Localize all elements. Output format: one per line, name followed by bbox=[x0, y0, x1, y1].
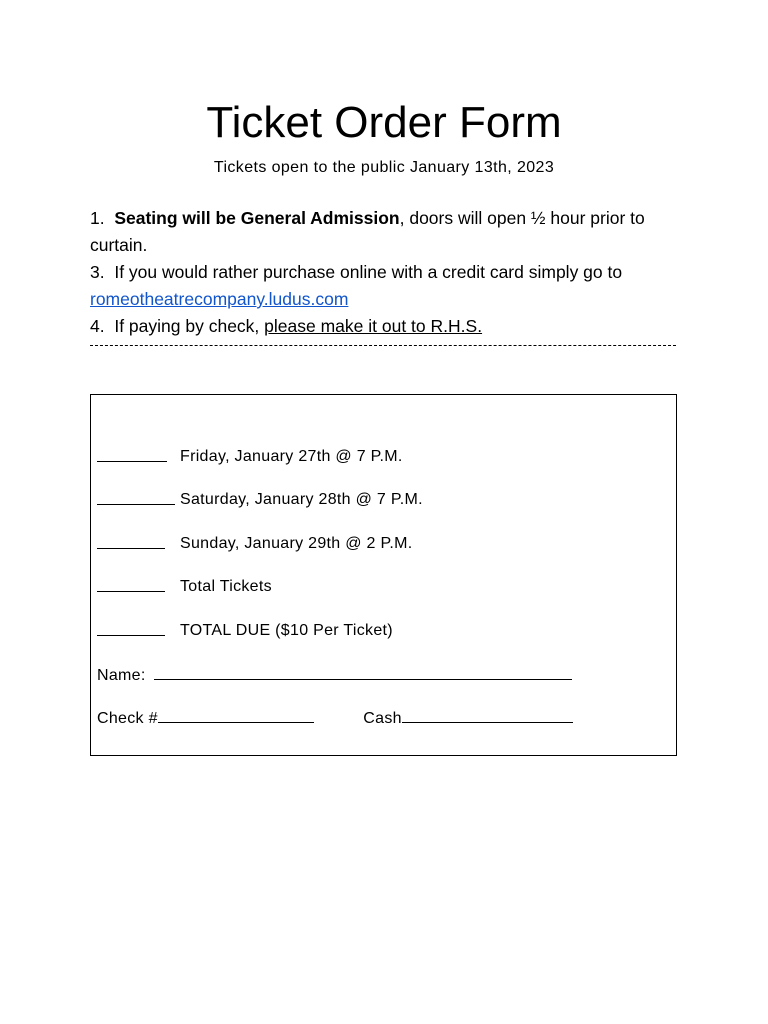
cut-line-divider bbox=[90, 345, 676, 346]
instruction-1-number: 1. bbox=[90, 208, 105, 228]
instruction-4-number: 4. bbox=[90, 316, 105, 336]
check-label: Check # bbox=[97, 710, 158, 727]
cash-blank[interactable] bbox=[402, 708, 573, 723]
performance-row-friday bbox=[97, 447, 403, 467]
saturday-quantity-blank[interactable] bbox=[97, 490, 175, 505]
instruction-1-bold-text: Seating will be General Admission bbox=[114, 208, 400, 228]
total-tickets-label: Total Tickets bbox=[180, 578, 272, 595]
name-field-blank[interactable] bbox=[154, 665, 572, 680]
name-label: Name: bbox=[97, 667, 146, 684]
total-due-row bbox=[97, 621, 393, 641]
instruction-3-text: If you would rather purchase online with a credit card simply go to bbox=[114, 262, 623, 282]
performance-label-sunday: Sunday, January 29th @ 2 P.M. bbox=[180, 535, 413, 552]
instruction-1-rest: , doors will open ½ hour prior to curtain. bbox=[90, 208, 645, 255]
performance-label-friday: Friday, January 27th @ 7 P.M. bbox=[180, 448, 403, 465]
payment-row bbox=[97, 708, 573, 728]
performance-label-saturday: Saturday, January 28th @ 7 P.M. bbox=[180, 491, 423, 508]
order-form-box bbox=[90, 394, 677, 756]
total-due-label: TOTAL DUE ($10 Per Ticket) bbox=[180, 622, 393, 639]
instructions-list bbox=[90, 205, 690, 340]
instruction-3-number: 3. bbox=[90, 262, 105, 282]
instruction-item-3 bbox=[90, 259, 690, 313]
instruction-item-1 bbox=[90, 205, 690, 259]
total-due-blank[interactable] bbox=[97, 621, 165, 636]
ticket-website-link[interactable]: romeotheatrecompany.ludus.com bbox=[90, 289, 349, 309]
instruction-item-4 bbox=[90, 313, 690, 340]
performance-row-saturday bbox=[97, 490, 423, 510]
cash-label: Cash bbox=[363, 710, 402, 727]
instruction-4-text: If paying by check, bbox=[114, 316, 260, 336]
check-number-blank[interactable] bbox=[158, 708, 314, 723]
total-tickets-blank[interactable] bbox=[97, 577, 165, 592]
page-subtitle: Tickets open to the public January 13th, 2023 bbox=[213, 159, 555, 176]
performance-row-sunday bbox=[97, 534, 413, 554]
sunday-quantity-blank[interactable] bbox=[97, 534, 165, 549]
instruction-4-underlined: please make it out to R.H.S. bbox=[264, 316, 483, 336]
total-tickets-row bbox=[97, 577, 272, 597]
friday-quantity-blank[interactable] bbox=[97, 447, 167, 462]
page-title: Ticket Order Form bbox=[206, 98, 562, 147]
name-row bbox=[97, 665, 572, 685]
